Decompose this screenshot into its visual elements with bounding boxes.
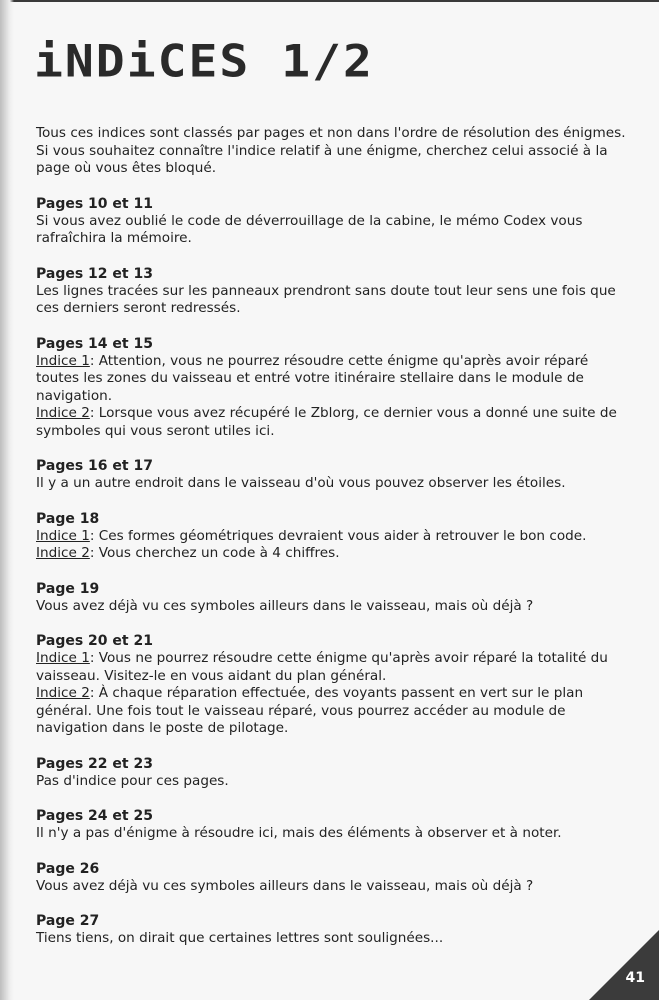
section-heading: Page 27	[36, 913, 100, 929]
section-heading: Pages 14 et 15	[36, 335, 153, 352]
hint-body: : À chaque réparation effectuée, des voyants passent en vert sur le plan général. Une fois tout le vaisseau réparé, vous pourrez accéder au module de navigation dans le poste de pilotage.	[36, 685, 584, 736]
hint-body: : Vous cherchez un code à 4 chiffres.	[89, 545, 340, 561]
hint-section-page-27	[36, 912, 626, 948]
hint-label: Indice 2	[36, 545, 90, 561]
top-rule	[0, 0, 659, 2]
hint-section-pages-16-17	[36, 457, 626, 493]
hint-section-pages-22-23	[36, 755, 626, 791]
hint-text	[36, 283, 626, 318]
hint-text	[36, 353, 626, 406]
hint-section-page-19	[36, 580, 626, 616]
hint-section-pages-24-25	[36, 807, 626, 843]
hint-text	[36, 685, 626, 738]
hint-label: Indice 1	[36, 352, 90, 369]
hint-label: Indice 1	[36, 650, 90, 666]
hint-section-pages-10-11	[36, 195, 626, 248]
hint-label: Indice 2	[36, 405, 90, 421]
section-heading: Pages 12 et 13	[36, 265, 153, 282]
hint-body: : Ces formes géométriques devraient vous aider à retrouver le bon code.	[89, 527, 587, 544]
hint-body: Tiens tiens, on dirait que certaines lettres sont soulignées...	[36, 930, 444, 946]
page-title: iNDiCES 1/2	[34, 36, 374, 88]
section-heading: Pages 16 et 17	[36, 458, 153, 474]
hint-section-pages-14-15	[36, 335, 626, 441]
hint-section-pages-12-13	[36, 265, 626, 318]
hint-label: Indice 2	[36, 685, 90, 701]
hint-text	[36, 405, 626, 440]
hint-body: Vous avez déjà vu ces symboles ailleurs dans le vaisseau, mais où déjà ?	[36, 597, 534, 614]
hint-text	[36, 545, 626, 563]
hint-body: Il n'y a pas d'énigme à résoudre ici, mais des éléments à observer et à noter.	[36, 825, 562, 841]
section-heading: Page 19	[36, 580, 100, 597]
section-heading: Page 26	[36, 860, 100, 877]
section-heading: Page 18	[36, 510, 100, 527]
hints-content	[36, 125, 626, 965]
hint-text	[36, 213, 626, 248]
hint-section-page-26	[36, 860, 626, 896]
hint-section-pages-20-21	[36, 632, 626, 738]
hint-label: Indice 1	[36, 527, 90, 544]
hint-text	[36, 773, 626, 791]
hint-text	[36, 825, 626, 843]
hint-section-page-18	[36, 510, 626, 563]
hint-body: : Vous ne pourrez résoudre cette énigme qu'après avoir réparé la totalité du vaisseau. Visitez-le en vous aidant du plan général.	[36, 650, 608, 684]
hint-body: Si vous avez oublié le code de déverrouillage de la cabine, le mémo Codex vous rafraîchira la mémoire.	[36, 212, 583, 246]
hint-text	[36, 598, 626, 616]
intro-paragraph: Tous ces indices sont classés par pages et non dans l'ordre de résolution des énigmes. Si vous souhaitez connaître l'indice relatif à une énigme, cherchez celui associé à la page où vous êtes bloqué.	[36, 125, 626, 176]
hint-text	[36, 475, 626, 493]
section-heading: Pages 10 et 11	[36, 195, 153, 212]
section-heading: Pages 20 et 21	[36, 633, 153, 649]
section-heading: Pages 22 et 23	[36, 755, 153, 772]
page-corner-triangle	[589, 930, 659, 1000]
hint-text	[36, 878, 626, 896]
hint-text	[36, 528, 626, 546]
hint-body: Vous avez déjà vu ces symboles ailleurs dans le vaisseau, mais où déjà ?	[36, 877, 534, 894]
binding-shadow	[0, 0, 14, 1000]
hint-body: : Lorsque vous avez récupéré le Zblorg, ce dernier vous a donné une suite de symboles qui vous seront utiles ici.	[36, 405, 617, 439]
page-number: 41	[625, 970, 645, 986]
hint-body: Pas d'indice pour ces pages.	[36, 772, 229, 789]
hint-body: : Attention, vous ne pourrez résoudre cette énigme qu'après avoir réparé toutes les zones du vaisseau et entré votre itinéraire stellaire dans le module de navigation.	[36, 352, 589, 404]
hint-body: Il y a un autre endroit dans le vaisseau d'où vous pouvez observer les étoiles.	[36, 475, 566, 491]
section-heading: Pages 24 et 25	[36, 808, 153, 824]
hint-body: Les lignes tracées sur les panneaux prendront sans doute tout leur sens une fois que ces derniers seront redressés.	[36, 282, 616, 316]
hint-text	[36, 930, 626, 948]
hint-text	[36, 650, 626, 685]
